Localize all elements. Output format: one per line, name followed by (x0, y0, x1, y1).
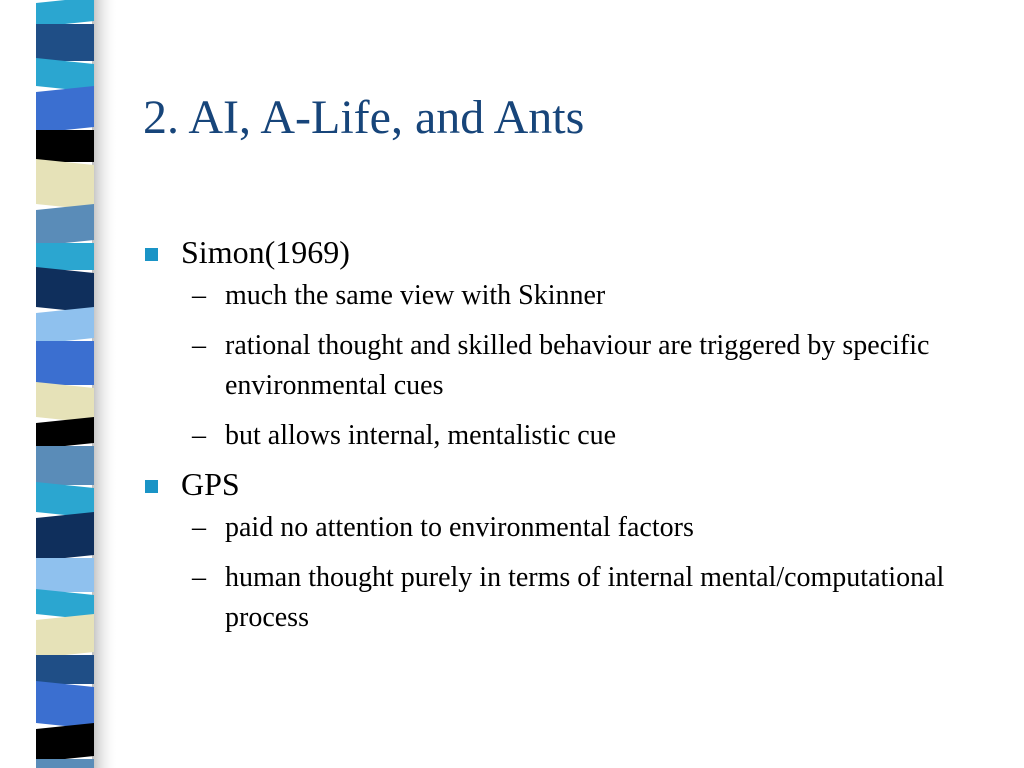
strip-band (36, 417, 94, 449)
sub-item-text: human thought purely in terms of internal mental/computational process (225, 562, 945, 633)
strip-band (36, 204, 94, 246)
strip-band (36, 86, 94, 133)
sub-item (181, 416, 1003, 456)
bullet-text: GPS (181, 466, 240, 502)
strip-band (36, 130, 94, 162)
dash-bullet: – (192, 420, 206, 451)
strip-band (36, 512, 94, 561)
strip-band (36, 24, 94, 61)
strip-band (36, 614, 94, 658)
slide-title: 2. AI, A-Life, and Ants (143, 91, 585, 144)
square-bullet-icon (145, 248, 158, 261)
dash-bullet: – (192, 280, 206, 311)
strip-band (36, 382, 94, 423)
bullet-item-gps (143, 462, 1003, 638)
strip-band (36, 159, 94, 210)
bullet-text: Simon(1969) (181, 234, 350, 270)
sub-item (181, 508, 1003, 548)
bullet-list (143, 230, 1003, 638)
strip-band (36, 759, 94, 768)
strip-band (36, 681, 94, 729)
sub-item-text: rational thought and skilled behaviour are triggered by specific environmental cues (225, 330, 930, 401)
sub-item (181, 276, 1003, 316)
sub-item-text: paid no attention to environmental factors (225, 512, 694, 543)
square-bullet-icon (145, 480, 158, 493)
strip-band (36, 655, 94, 684)
dash-bullet: – (192, 330, 206, 361)
strip-band (36, 307, 94, 344)
sub-list (181, 508, 1003, 638)
strip-band (36, 723, 94, 762)
dash-bullet: – (192, 562, 206, 593)
bullet-item-simon (143, 230, 1003, 456)
strip-band (36, 558, 94, 592)
strip-band (36, 267, 94, 313)
strip-band (36, 446, 94, 485)
sub-list (181, 276, 1003, 456)
strip-band (36, 0, 94, 27)
dash-bullet: – (192, 512, 206, 543)
decorative-side-strip (0, 0, 120, 768)
strip-band (36, 482, 94, 518)
sub-item-text: but allows internal, mentalistic cue (225, 420, 617, 451)
strip-band (36, 341, 94, 385)
strip-band (36, 243, 94, 270)
sub-item (181, 558, 1003, 638)
sub-item (181, 326, 1003, 406)
sub-item-text: much the same view with Skinner (225, 280, 606, 311)
